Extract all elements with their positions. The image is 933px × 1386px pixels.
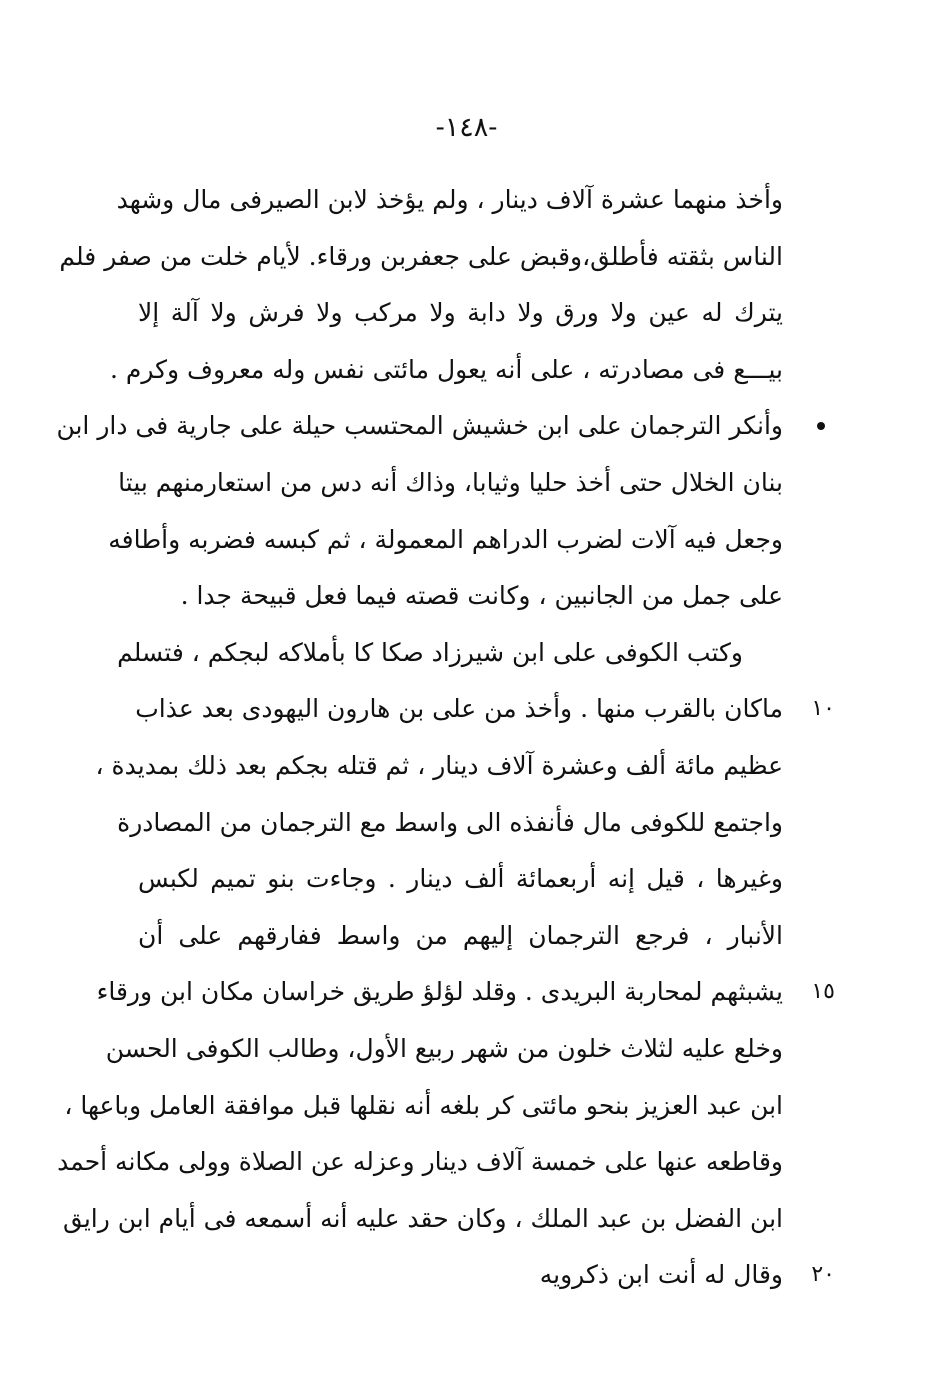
line-number: ١٠ <box>811 696 835 722</box>
line-text: ابن عبد العزيز بنحو مائتى كر بلغه أنه نقلها قبل موافقة العامل وباعها ، <box>64 1090 783 1120</box>
line-text: وأنكر الترجمان على ابن خشيش المحتسب حيلة على جارية فى دار ابن <box>56 411 783 441</box>
text-line <box>118 455 783 512</box>
line-text: على جمل من الجانبين ، وكانت قصته فيما فعل قبيحة جدا . <box>180 581 783 611</box>
text-line <box>135 681 835 738</box>
line-text: ابن الفضل بن عبد الملك ، وكان حقد عليه أنه أسمعه فى أيام ابن رايق <box>63 1203 783 1233</box>
text-line <box>56 398 783 455</box>
line-text: وقال له أنت ابن ذكرويه <box>539 1260 783 1290</box>
paragraph-bullet-icon <box>817 422 825 430</box>
text-line <box>59 229 783 286</box>
line-text: وخلع عليه لثلاث خلون من شهر ربيع الأول، وطالب الكوفى الحسن <box>105 1033 783 1063</box>
text-line <box>138 1247 835 1304</box>
line-text: واجتمع للكوفى مال فأنفذه الى واسط مع الترجمان من المصادرة <box>117 807 783 837</box>
page-number: -١٤٨- <box>435 112 498 143</box>
text-line <box>108 512 783 569</box>
line-number: ٢٠ <box>811 1262 835 1288</box>
line-text: الأنبار ، فرجع الترجمان إليهم من واسط ففارقهم على أن <box>138 920 783 950</box>
text-line <box>138 568 783 625</box>
text-line <box>138 851 783 908</box>
line-text: وأخذ منهما عشرة آلاف دينار ، ولم يؤخذ لابن الصيرفى مال وشهد <box>116 185 783 214</box>
text-line <box>63 1191 783 1248</box>
line-text: وغيرها ، قيل إنه أربعمائة ألف دينار . وجاءت بنو تميم لكبس <box>138 864 783 894</box>
line-text: يترك له عين ولا ورق ولا دابة ولا مركب ولا فرش ولا آلة إلا <box>138 298 783 328</box>
line-number: ١٥ <box>811 979 835 1005</box>
line-text: عظيم مائة ألف وعشرة آلاف دينار ، ثم قتله بجكم بعد ذلك بمديدة ، <box>95 750 783 780</box>
text-body <box>56 172 835 1304</box>
line-text: ماكان بالقرب منها . وأخذ من على بن هارون اليهودى بعد عذاب <box>135 694 783 724</box>
text-line <box>117 795 783 852</box>
line-text: يشبثهم لمحاربة البريدى . وقلد لؤلؤ طريق خراسان مكان ابن ورقاء <box>96 977 783 1007</box>
line-text: الناس بثقته فأطلق،وقبض على جعفربن ورقاء. لأيام خلت من صفر فلم <box>59 241 783 271</box>
text-line <box>64 1078 783 1135</box>
text-line <box>109 342 783 399</box>
line-text: وجعل فيه آلات لضرب الدراهم المعمولة ، ثم كبسه فضربه وأطافه <box>108 524 783 554</box>
text-line <box>117 625 783 682</box>
text-line <box>116 172 783 229</box>
line-text: بيـــع فى مصادرته ، على أنه يعول مائتى نفس وله معروف وكرم . <box>109 354 783 384</box>
text-line <box>105 1021 783 1078</box>
line-text: وكتب الكوفى على ابن شيرزاد صكا كا بأملاكه لبجكم ، فتسلم <box>117 637 743 667</box>
text-line <box>95 738 783 795</box>
line-text: وقاطعه عنها على خمسة آلاف دينار وعزله عن الصلاة وولى مكانه أحمد <box>57 1147 783 1177</box>
line-text: بنان الخلال حتى أخذ حليا وثيابا، وذاك أنه دس من استعارمنهم بيتا <box>118 467 783 497</box>
text-line <box>138 285 783 342</box>
text-line <box>138 908 783 965</box>
text-line <box>57 1134 783 1191</box>
text-line <box>96 964 835 1021</box>
